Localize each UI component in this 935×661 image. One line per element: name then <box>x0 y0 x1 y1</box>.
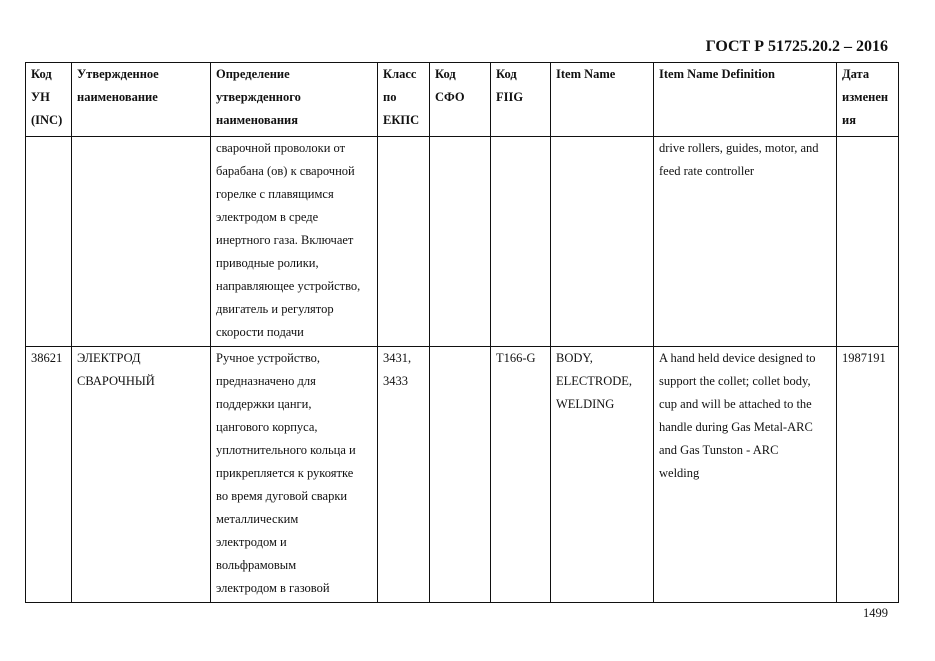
column-header-fiig <box>491 63 551 137</box>
cell-line: электродом в среде <box>216 210 319 224</box>
cell-line: цангового корпуса, <box>216 420 318 434</box>
cell-line: уплотнительного кольца и <box>216 443 356 457</box>
cell-line: во время дуговой сварки <box>216 489 348 503</box>
document-code: ГОСТ Р 51725.20.2 – 2016 <box>705 38 888 55</box>
header-line: утвержденного <box>216 90 301 104</box>
header-line: Определение <box>216 67 290 81</box>
cell-line: handle during Gas Metal-ARC <box>659 420 813 434</box>
header-line: изменен <box>842 90 889 104</box>
column-header-sfo <box>430 63 491 137</box>
cell-line: 1987191 <box>842 351 886 365</box>
cell-line: welding <box>659 466 700 480</box>
cell-line: support the collet; collet body, <box>659 374 811 388</box>
cell-line: направляющее устройство, <box>216 279 361 293</box>
cell-date <box>837 347 899 603</box>
header-line: Item Name Definition <box>659 67 775 81</box>
cell-line: электродом и <box>216 535 287 549</box>
column-header-class <box>378 63 430 137</box>
cell-line: вольфрамовым <box>216 558 297 572</box>
cell-line: drive rollers, guides, motor, and <box>659 141 819 155</box>
header-line: наименования <box>216 113 299 127</box>
column-header-item-definition <box>654 63 837 137</box>
cell-line: A hand held device designed to <box>659 351 816 365</box>
header-line: Дата <box>842 67 870 81</box>
column-header-item-name <box>551 63 654 137</box>
header-line: Утвержденное <box>77 67 159 81</box>
cell-name <box>72 347 211 603</box>
cell-line: сварочной проволоки от <box>216 141 346 155</box>
catalog-table <box>25 62 899 603</box>
cell-line: cup and will be attached to the <box>659 397 812 411</box>
cell-line: электродом в газовой <box>216 581 330 595</box>
cell-fiig <box>491 347 551 603</box>
cell-sfo <box>430 137 491 347</box>
cell-line: предназначено для <box>216 374 316 388</box>
header-line: ЕКПС <box>383 113 420 127</box>
cell-line: горелке с плавящимся <box>216 187 334 201</box>
header-line: Класс <box>383 67 417 81</box>
header-line: Код <box>435 67 456 81</box>
header-line: FIIG <box>496 90 524 104</box>
cell-line: инертного газа. Включает <box>216 233 354 247</box>
cell-line: 38621 <box>31 351 63 365</box>
column-header-name <box>72 63 211 137</box>
cell-line: 3433 <box>383 374 408 388</box>
cell-fiig <box>491 137 551 347</box>
cell-line: поддержки цанги, <box>216 397 312 411</box>
cell-line: двигатель и регулятор <box>216 302 334 316</box>
cell-class <box>378 137 430 347</box>
cell-name <box>72 137 211 347</box>
cell-line: Ручное устройство, <box>216 351 321 365</box>
cell-line: feed rate controller <box>659 164 755 178</box>
cell-inc <box>26 347 72 603</box>
cell-class <box>378 347 430 603</box>
header-line: Код <box>31 67 52 81</box>
cell-item-definition <box>654 347 837 603</box>
cell-line: металлическим <box>216 512 299 526</box>
header-line: УН <box>31 90 50 104</box>
cell-line: приводные ролики, <box>216 256 319 270</box>
cell-definition <box>211 137 378 347</box>
cell-line: WELDING <box>556 397 615 411</box>
column-header-date <box>837 63 899 137</box>
header-line: Код <box>496 67 517 81</box>
cell-date <box>837 137 899 347</box>
header-line: СФО <box>435 90 465 104</box>
page-number: 1499 <box>863 606 888 620</box>
cell-line: and Gas Tunston - ARC <box>659 443 779 457</box>
header-line: (INC) <box>31 113 63 127</box>
header-line: наименование <box>77 90 158 104</box>
cell-line: прикрепляется к рукоятке <box>216 466 354 480</box>
column-header-definition <box>211 63 378 137</box>
cell-line: 3431, <box>383 351 412 365</box>
cell-line: ELECTRODE, <box>556 374 633 388</box>
cell-inc <box>26 137 72 347</box>
cell-item-name <box>551 347 654 603</box>
column-header-inc <box>26 63 72 137</box>
table-row <box>26 347 899 603</box>
header-line: ия <box>842 113 856 127</box>
header-line: по <box>383 90 397 104</box>
cell-line: скорости подачи <box>216 325 304 339</box>
cell-definition <box>211 347 378 603</box>
table-row <box>26 137 899 347</box>
cell-line: барабана (ов) к сварочной <box>216 164 355 178</box>
header-line: Item Name <box>556 67 616 81</box>
cell-sfo <box>430 347 491 603</box>
table-header-row <box>26 63 899 137</box>
cell-line: T166-G <box>496 351 536 365</box>
cell-line: BODY, <box>556 351 593 365</box>
cell-item-definition <box>654 137 837 347</box>
cell-line: СВАРОЧНЫЙ <box>77 374 155 388</box>
cell-line: ЭЛЕКТРОД <box>77 351 141 365</box>
cell-item-name <box>551 137 654 347</box>
